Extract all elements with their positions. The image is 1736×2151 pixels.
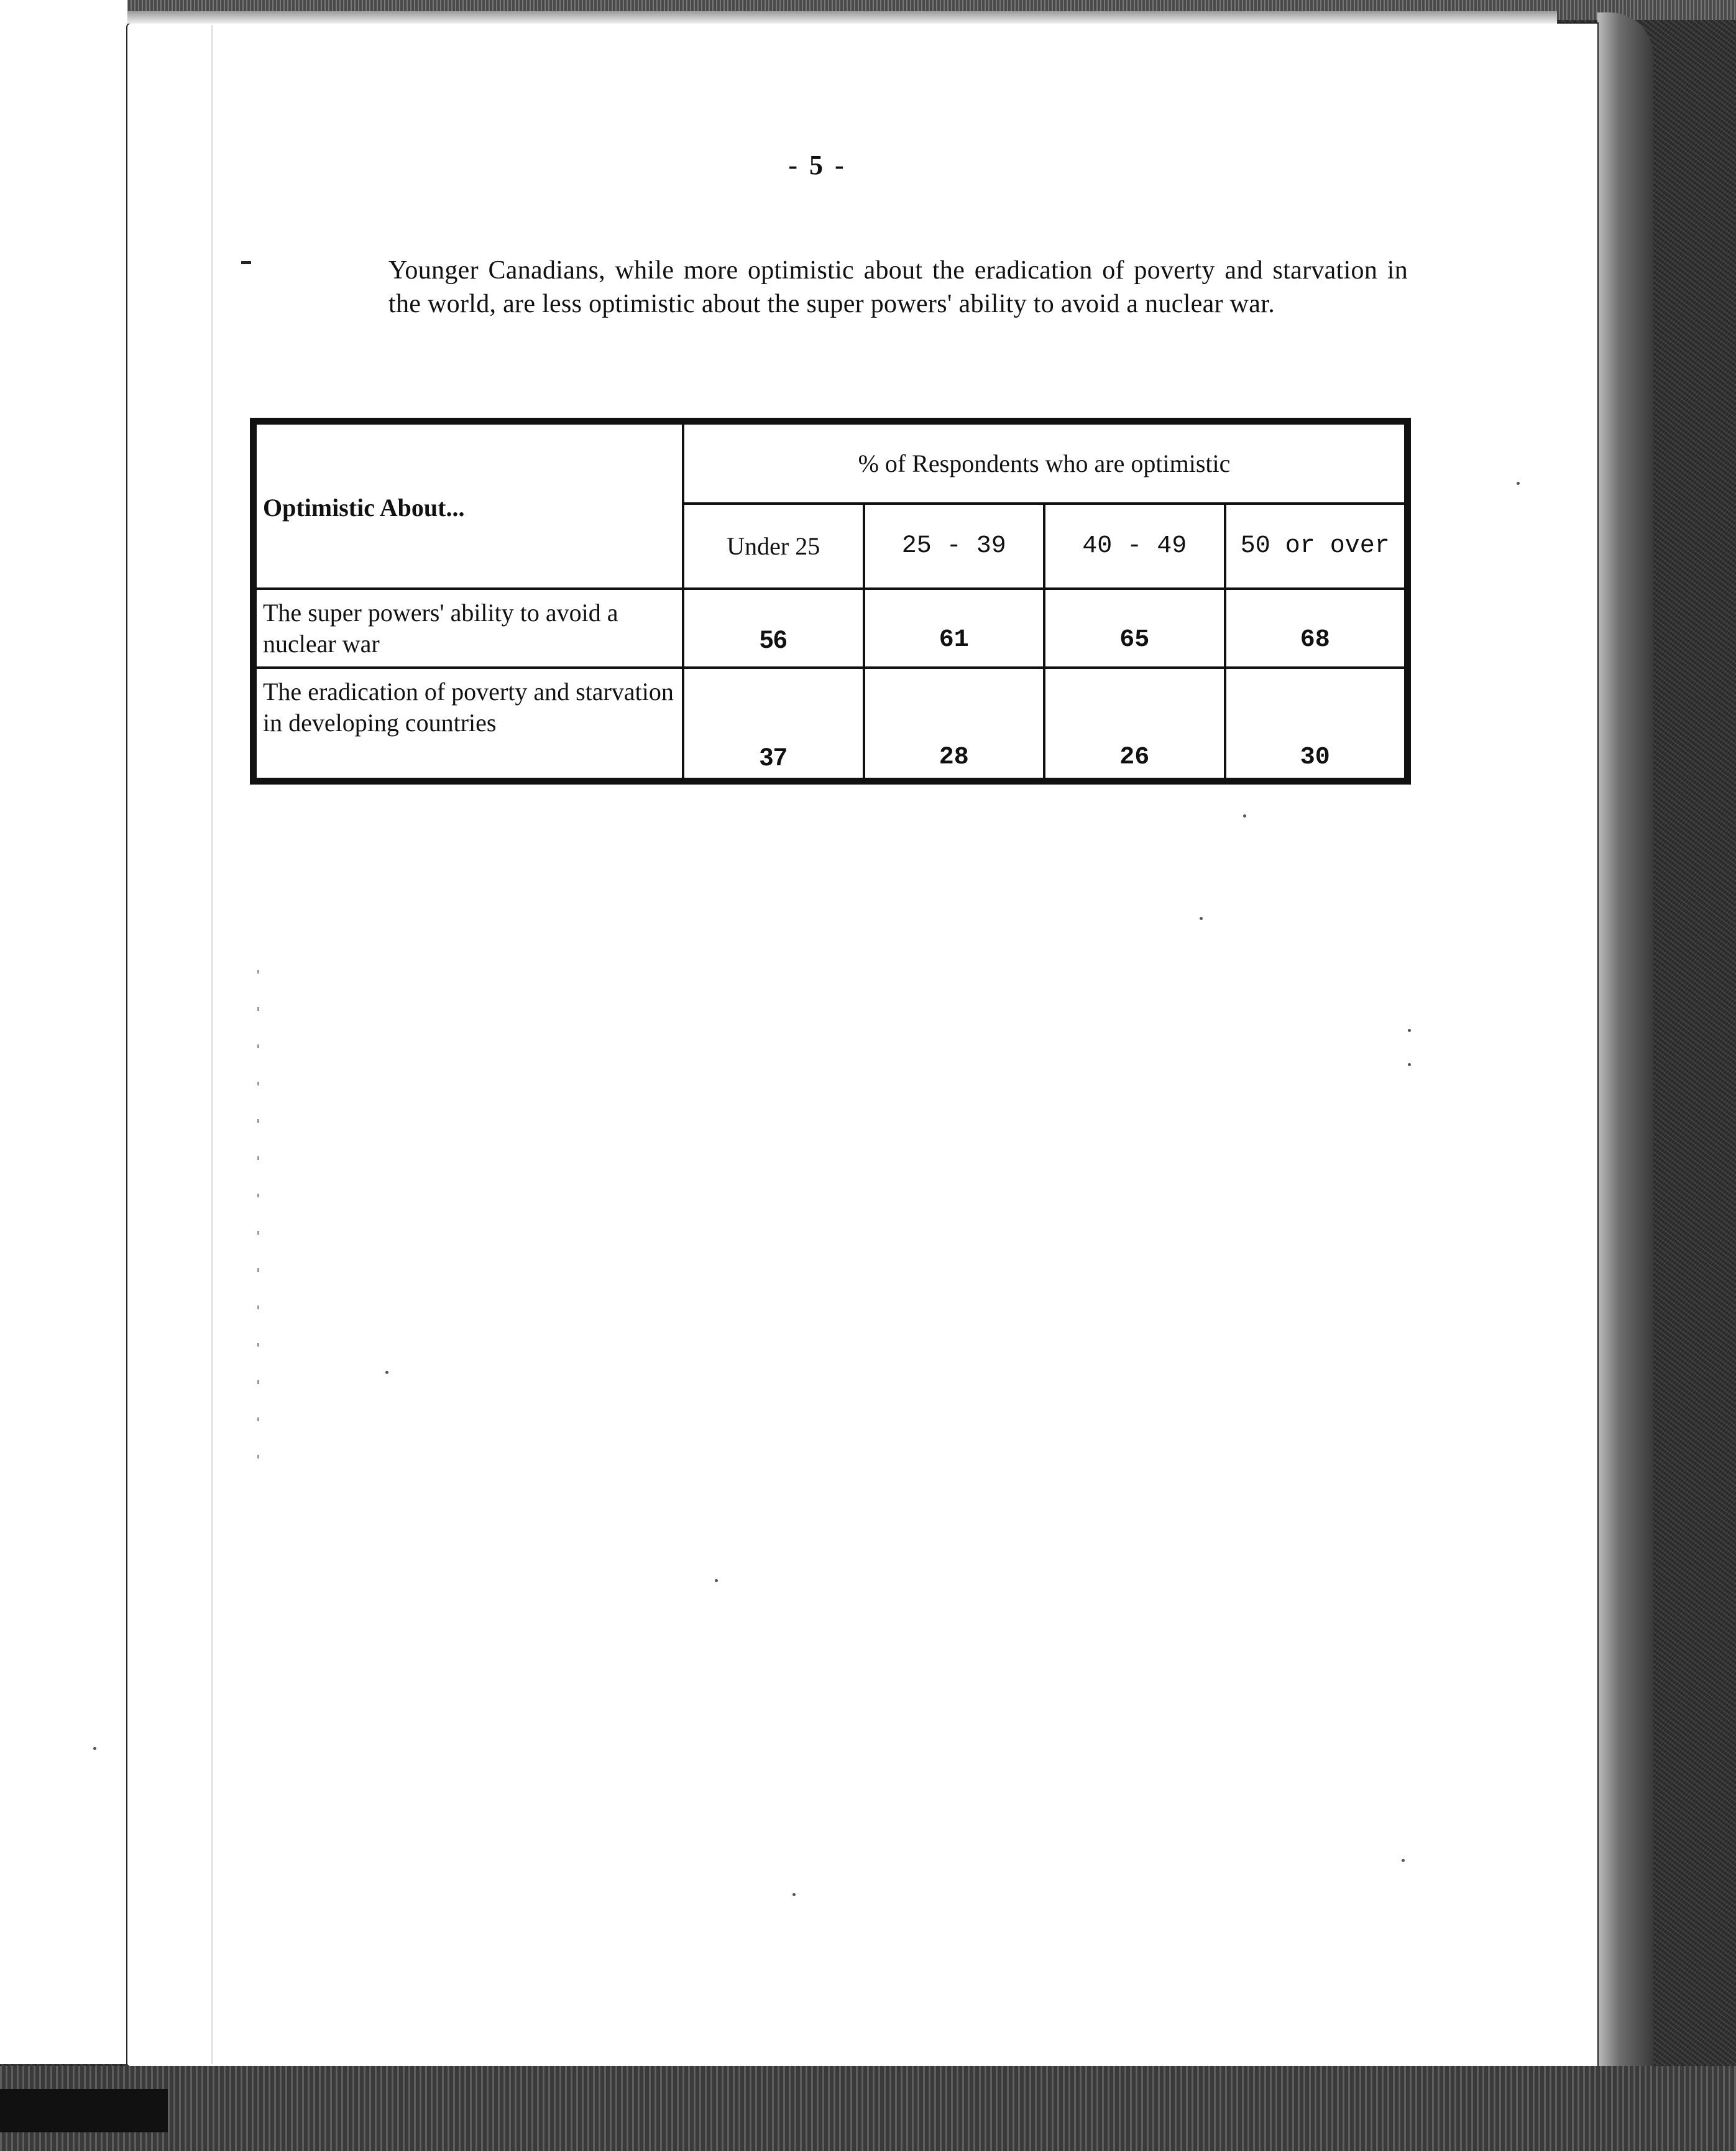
row-header: Optimistic About... (263, 494, 465, 522)
optimism-table (250, 418, 1411, 785)
scan-speck (385, 1371, 388, 1374)
scan-speck (1402, 1859, 1405, 1862)
table-cell: 26 (1044, 668, 1225, 779)
group-header: % of Respondents who are optimistic (683, 423, 1405, 504)
table-cell: 68 (1225, 589, 1406, 668)
scan-speck (1408, 1063, 1411, 1066)
column-header-under-25: Under 25 (683, 504, 864, 589)
table-cell: 30 (1225, 668, 1406, 779)
column-header-50-or-over: 50 or over (1225, 504, 1406, 589)
column-header-25-39: 25 - 39 (864, 504, 1045, 589)
scan-speck (1408, 1029, 1411, 1032)
table-cell: 61 (864, 589, 1045, 668)
scan-speck (1243, 814, 1246, 818)
intro-paragraph: Younger Canadians, while more optimistic about the eradication of poverty and starvation in the world, are less optimistic about the super powers' ability to avoid a nuclear war. (388, 256, 1408, 318)
row-label: The super powers' ability to avoid a nuclear war (255, 589, 683, 668)
row-header-cell (255, 423, 683, 589)
scan-speck (1517, 482, 1520, 485)
data-table (254, 422, 1407, 780)
table-cell: 28 (864, 668, 1045, 779)
table-row (255, 589, 1405, 668)
page-right-edge (1597, 12, 1653, 2070)
column-header-40-49: 40 - 49 (1044, 504, 1225, 589)
table-row (255, 668, 1405, 779)
binding-line (211, 25, 213, 2064)
table-cell: 37 (683, 668, 864, 779)
scan-speck (715, 1579, 718, 1582)
row-label: The eradication of poverty and starvation in developing countries (255, 668, 683, 779)
table-cell: 65 (1044, 589, 1225, 668)
scan-speck (792, 1893, 796, 1896)
scan-bottom-mark (0, 2089, 168, 2132)
scan-bottom-edge (0, 2066, 1736, 2151)
page-number: - 5 - (788, 150, 847, 180)
scan-speck (93, 1747, 96, 1750)
page-top-edge (127, 11, 1557, 24)
scan-speck (1200, 917, 1203, 920)
table-cell: 56 (683, 589, 864, 668)
margin-specks (257, 970, 259, 1467)
document-page (127, 24, 1597, 2066)
page-left-margin (0, 0, 127, 2064)
bullet-dash (241, 261, 251, 264)
